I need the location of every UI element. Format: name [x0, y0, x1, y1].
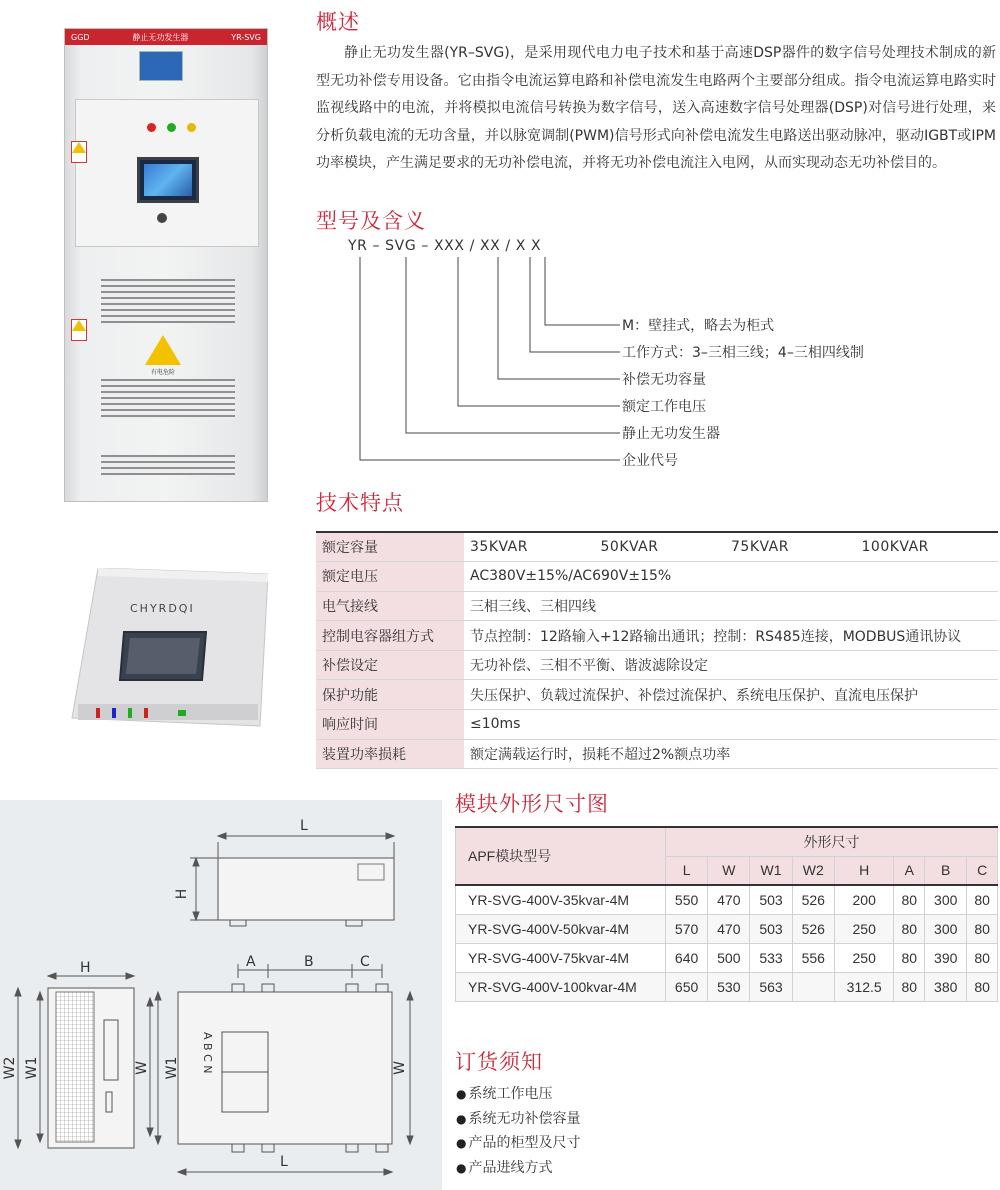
- tech-value: 无功补偿、三相不平衡、谐波滤除设定: [464, 650, 998, 680]
- column-header: C: [967, 856, 998, 885]
- capacity-value: 75KVAR: [731, 539, 789, 556]
- dimensions-title: 模块外形尺寸图: [455, 792, 609, 816]
- dim-label-A: A: [246, 954, 256, 970]
- tech-key: 保护功能: [316, 680, 464, 710]
- terminal-labels: A B C N: [201, 1032, 214, 1074]
- column-header: H: [834, 856, 894, 885]
- model-bracket-lines: [340, 255, 630, 470]
- list-item: ● 产品进线方式: [456, 1156, 580, 1181]
- tech-table: [316, 531, 998, 769]
- model-cell: YR-SVG-400V-75kvar-4M: [456, 943, 666, 972]
- tech-value: 三相三线、三相四线: [464, 591, 998, 621]
- tech-value: 失压保护、负载过流保护、补偿过流保护、系统电压保护、直流电压保护: [464, 680, 998, 710]
- size-cell: 380: [925, 972, 967, 1001]
- size-group-header: 外形尺寸: [666, 827, 998, 856]
- indicator-lamp-yellow: [187, 123, 196, 132]
- order-title: 订货须知: [455, 1050, 543, 1074]
- size-cell: 80: [967, 914, 998, 943]
- cabinet-photo: [64, 28, 268, 502]
- size-cell: [792, 972, 834, 1001]
- overview-text: 静止无功发生器(YR–SVG)，是采用现代电力电子技术和基于高速DSP器件的数字信号处理技术制成的新型无功补偿专用设备。它由指令电流运算电路和补偿电流发生电路两个主要部分组成。指令电流运算电路实时监视线路中的电流，并将模拟电流信号转换为数字信号，送入高速数字信号处理器(DSP)对信号进行处理，来分析负载电流的无功含量，并以脉宽调制(PWM)信号形式向补偿电流发生电路送出驱动脉冲，驱动IGBT或IPM功率模块，产生满足要求的无功补偿电流，并将无功补偿电流注入电网，从而实现动态无功补偿目的。: [316, 45, 996, 171]
- model-meaning-6: 企业代号: [622, 453, 678, 469]
- upper-vent: [101, 279, 235, 323]
- table-row: [456, 885, 998, 914]
- table-row: [316, 562, 998, 592]
- column-header: W1: [750, 856, 792, 885]
- size-cell: 300: [925, 914, 967, 943]
- tech-key: 控制电容器组方式: [316, 621, 464, 651]
- size-cell: 500: [708, 943, 750, 972]
- size-cell: 503: [750, 885, 792, 914]
- dim-label-B: B: [304, 954, 314, 970]
- model-meaning-3: 补偿无功容量: [622, 372, 706, 388]
- table-row: [316, 532, 998, 562]
- size-cell: 640: [666, 943, 708, 972]
- size-cell: 526: [792, 914, 834, 943]
- model-title: 型号及含义: [316, 209, 426, 233]
- list-item: ● 系统无功补偿容量: [456, 1107, 580, 1132]
- warning-sticker-upper: [71, 141, 87, 163]
- size-cell: 300: [925, 885, 967, 914]
- cabinet-name-label: 静止无功发生器: [132, 32, 189, 42]
- dim-label-L-top: L: [300, 818, 308, 834]
- table-header-row: [456, 827, 998, 856]
- size-cell: 312.5: [834, 972, 894, 1001]
- tech-key: 额定电压: [316, 562, 464, 592]
- column-header: W: [708, 856, 750, 885]
- dim-label-W-front: W: [392, 1061, 408, 1075]
- model-cell: YR-SVG-400V-100kvar-4M: [456, 972, 666, 1001]
- dimension-drawings: [0, 800, 442, 1190]
- size-cell: 530: [708, 972, 750, 1001]
- tech-value: AC380V±15%/AC690V±15%: [464, 562, 998, 592]
- capacity-value: 100KVAR: [861, 539, 929, 556]
- table-row: [316, 621, 998, 651]
- size-cell: 503: [750, 914, 792, 943]
- model-column-header: APF模块型号: [456, 827, 666, 885]
- size-cell: 650: [666, 972, 708, 1001]
- bottom-vent: [101, 455, 235, 475]
- tech-value: [464, 532, 998, 562]
- size-cell: 556: [792, 943, 834, 972]
- column-header: B: [925, 856, 967, 885]
- column-header: A: [894, 856, 925, 885]
- model-meaning-2: 工作方式：3–三相三线；4–三相四线制: [622, 345, 864, 361]
- model-cell: YR-SVG-400V-35kvar-4M: [456, 885, 666, 914]
- size-cell: 200: [834, 885, 894, 914]
- size-cell: 80: [894, 943, 925, 972]
- table-row: [456, 972, 998, 1001]
- size-cell: 526: [792, 885, 834, 914]
- table-row: [316, 710, 998, 740]
- table-row: [316, 739, 998, 769]
- model-cell: YR-SVG-400V-50kvar-4M: [456, 914, 666, 943]
- size-cell: 250: [834, 914, 894, 943]
- dim-label-L-bottom: L: [280, 1154, 288, 1170]
- dim-label-H-side: H: [174, 888, 190, 900]
- size-cell: 470: [708, 914, 750, 943]
- tech-key: 额定容量: [316, 532, 464, 562]
- dim-label-W2: W2: [2, 1056, 18, 1080]
- overview-title: 概述: [316, 10, 360, 34]
- dimension-table: [455, 826, 998, 1002]
- column-header: L: [666, 856, 708, 885]
- model-meaning-4: 额定工作电压: [622, 399, 706, 415]
- indicator-lamp-red: [147, 123, 156, 132]
- size-cell: 533: [750, 943, 792, 972]
- model-meaning-5: 静止无功发生器: [622, 426, 720, 442]
- dim-label-W1-front: W1: [164, 1056, 180, 1080]
- warning-sign-label: 有电危险: [150, 369, 175, 376]
- table-row: [456, 943, 998, 972]
- table-row: [316, 591, 998, 621]
- tech-key: 电气接线: [316, 591, 464, 621]
- dim-label-H-end: H: [80, 960, 91, 976]
- size-cell: 390: [925, 943, 967, 972]
- tech-value: 节点控制：12路输入+12路输出通讯；控制：RS485连接，MODBUS通讯协议: [464, 621, 998, 651]
- tech-title: 技术特点: [316, 491, 404, 515]
- high-voltage-warning-icon: [145, 335, 181, 365]
- tech-value: 额定满载运行时，损耗不超过2%额点功率: [464, 739, 998, 769]
- warning-sticker-lower: [71, 319, 87, 341]
- dim-label-C: C: [360, 954, 370, 970]
- size-cell: 80: [967, 943, 998, 972]
- size-cell: 80: [967, 972, 998, 1001]
- size-cell: 80: [894, 914, 925, 943]
- cabinet-model-label: YR-SVG: [231, 32, 261, 42]
- cabinet-nameplate: [65, 29, 267, 45]
- size-cell: 570: [666, 914, 708, 943]
- capacity-value: 50KVAR: [600, 539, 659, 556]
- list-item: ● 系统工作电压: [456, 1082, 580, 1107]
- dim-label-W-end: W: [134, 1061, 150, 1075]
- column-header: W2: [792, 856, 834, 885]
- selector-knob: [157, 213, 167, 223]
- tech-value: ≤10ms: [464, 710, 998, 740]
- size-cell: 470: [708, 885, 750, 914]
- indicator-lamp-green: [167, 123, 176, 132]
- list-item: ● 产品的柜型及尺寸: [456, 1131, 580, 1156]
- cabinet-info-plate: [139, 51, 183, 81]
- tech-key: 补偿设定: [316, 650, 464, 680]
- size-cell: 250: [834, 943, 894, 972]
- tech-key: 装置功率损耗: [316, 739, 464, 769]
- order-list: [456, 1082, 580, 1180]
- cabinet-type-label: GGD: [71, 32, 90, 42]
- model-code: YR – SVG – XXX / XX / X X: [348, 238, 542, 254]
- size-cell: 550: [666, 885, 708, 914]
- model-meaning-1: M：壁挂式，略去为柜式: [622, 318, 775, 334]
- unit-brand-label: CHYRDQI: [130, 602, 195, 615]
- size-cell: 80: [967, 885, 998, 914]
- table-row: [456, 914, 998, 943]
- size-cell: 80: [894, 972, 925, 1001]
- tech-key: 响应时间: [316, 710, 464, 740]
- table-row: [316, 680, 998, 710]
- cabinet-touch-screen: [137, 157, 199, 203]
- capacity-value: 35KVAR: [470, 539, 528, 556]
- size-cell: 80: [894, 885, 925, 914]
- lower-vent: [101, 379, 235, 419]
- size-cell: 563: [750, 972, 792, 1001]
- wall-mount-unit-photo: [68, 568, 268, 728]
- dim-label-W1-end: W1: [24, 1056, 40, 1080]
- table-row: [316, 650, 998, 680]
